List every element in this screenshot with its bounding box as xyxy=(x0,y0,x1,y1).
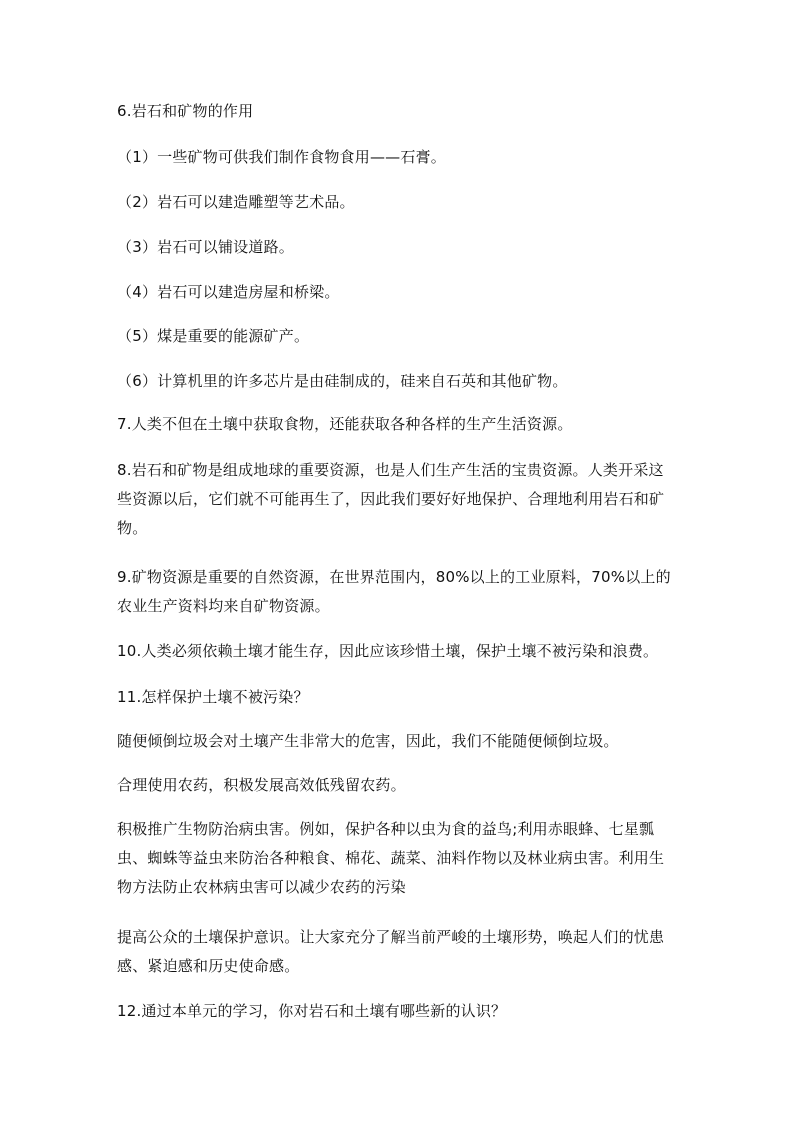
section-8-paragraph: 8.岩石和矿物是组成地球的重要资源，也是人们生产生活的宝贵资源。人类开采这些资源以后，它们就不可能再生了，因此我们要好好地保护、合理地利用岩石和矿物。 xyxy=(117,461,665,537)
document-page xyxy=(117,0,677,1123)
section-6-item-6: （6）计算机里的许多芯片是由硅制成的，硅来自石英和其他矿物。 xyxy=(117,372,568,390)
section-6-item-3: （3）岩石可以铺设道路。 xyxy=(117,238,294,256)
section-6-heading: 6.岩石和矿物的作用 xyxy=(117,102,254,120)
section-10-paragraph: 10.人类必须依赖土壤才能生存，因此应该珍惜土壤，保护土壤不被污染和浪费。 xyxy=(117,642,659,660)
section-11-question: 11.怎样保护土壤不被污染？ xyxy=(117,688,309,706)
section-11-answer-2: 合理使用农药，积极发展高效低残留农药。 xyxy=(117,776,406,794)
section-11-answer-3: 积极推广生物防治病虫害。例如，保护各种以虫为食的益鸟;利用赤眼蜂、七星瓢虫、蜘蛛等益虫来防治各种粮食、棉花、蔬菜、油料作物以及林业病虫害。利用生物方法防止农林病虫害可以减少农药的污染 xyxy=(117,820,665,896)
section-7-paragraph: 7.人类不但在土壤中获取食物，还能获取各种各样的生产生活资源。 xyxy=(117,415,573,433)
section-9-paragraph: 9.矿物资源是重要的自然资源，在世界范围内，80%以上的工业原料，70%以上的农业生产资料均来自矿物资源。 xyxy=(117,568,671,615)
section-6-item-5: （5）煤是重要的能源矿产。 xyxy=(117,327,310,345)
section-11-answer-4: 提高公众的土壤保护意识。让大家充分了解当前严峻的土壤形势，唤起人们的忧患感、紧迫感和历史使命感。 xyxy=(117,928,665,975)
section-6-item-1: （1）一些矿物可供我们制作食物食用——石膏。 xyxy=(117,148,446,166)
section-6-item-4: （4）岩石可以建造房屋和桥梁。 xyxy=(117,283,340,301)
section-11-answer-1: 随便倾倒垃圾会对土壤产生非常大的危害，因此，我们不能随便倾倒垃圾。 xyxy=(117,732,619,750)
section-12-question: 12.通过本单元的学习，你对岩石和土壤有哪些新的认识？ xyxy=(117,1002,507,1020)
section-6-item-2: （2）岩石可以建造雕塑等艺术品。 xyxy=(117,193,355,211)
